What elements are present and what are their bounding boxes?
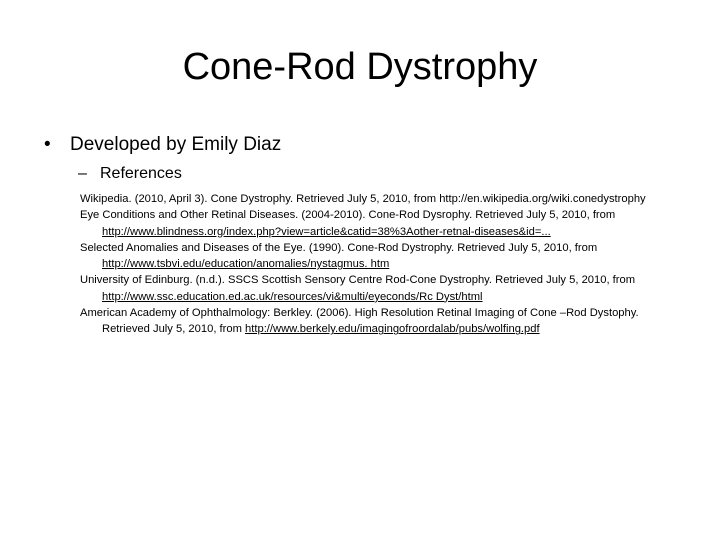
sub-bullet-marker: – bbox=[78, 165, 87, 182]
bullet-marker: • bbox=[44, 134, 51, 155]
reference-text: American Academy of Ophthalmology: Berkley. (2006). High Resolution Retinal Imaging of Cone –Rod Dystophy. Retrieved July 5, 2010, from bbox=[80, 307, 639, 336]
reference-link[interactable]: http://www.berkely.edu/imagingofroordalab/pubs/wolfing.pdf bbox=[245, 323, 540, 336]
reference-text: Wikipedia. (2010, April 3). Cone Dystrophy. Retrieved July 5, 2010, from http://en.wikipedia.org/wiki.conedystrophy bbox=[80, 193, 646, 205]
reference-item bbox=[80, 207, 680, 240]
bullet-text: Developed by Emily Diaz bbox=[70, 134, 282, 155]
bullet-item bbox=[44, 132, 281, 158]
reference-text: Selected Anomalies and Diseases of the Eye. (1990). Cone-Rod Dystrophy. Retrieved July 5, 2010, from bbox=[80, 241, 598, 254]
reference-link[interactable]: http://www.blindness.org/index.php?view=article&catid=38%3Aother-retnal-diseases&id=... bbox=[102, 225, 551, 238]
reference-item bbox=[80, 240, 680, 273]
reference-text: University of Edinburg. (n.d.). SSCS Scottish Sensory Centre Rod-Cone Dystrophy. Retrieved July 5, 2010, from bbox=[80, 274, 636, 287]
reference-list bbox=[80, 191, 680, 338]
reference-item bbox=[80, 272, 680, 305]
reference-link[interactable]: http://www.tsbvi.edu/education/anomalies/nystagmus. htm bbox=[102, 258, 390, 271]
sub-bullet-item bbox=[78, 163, 182, 185]
slide-title: Cone-Rod Dystrophy bbox=[182, 46, 538, 88]
reference-item bbox=[80, 191, 680, 207]
reference-text: Eye Conditions and Other Retinal Diseases. (2004-2010). Cone-Rod Dysrophy. Retrieved July 5, 2010, from bbox=[80, 209, 616, 222]
reference-item bbox=[80, 305, 680, 338]
reference-link[interactable]: http://www.ssc.education.ed.ac.uk/resources/vi&multi/eyeconds/Rc Dyst/html bbox=[102, 290, 483, 303]
sub-bullet-text: References bbox=[100, 165, 182, 182]
